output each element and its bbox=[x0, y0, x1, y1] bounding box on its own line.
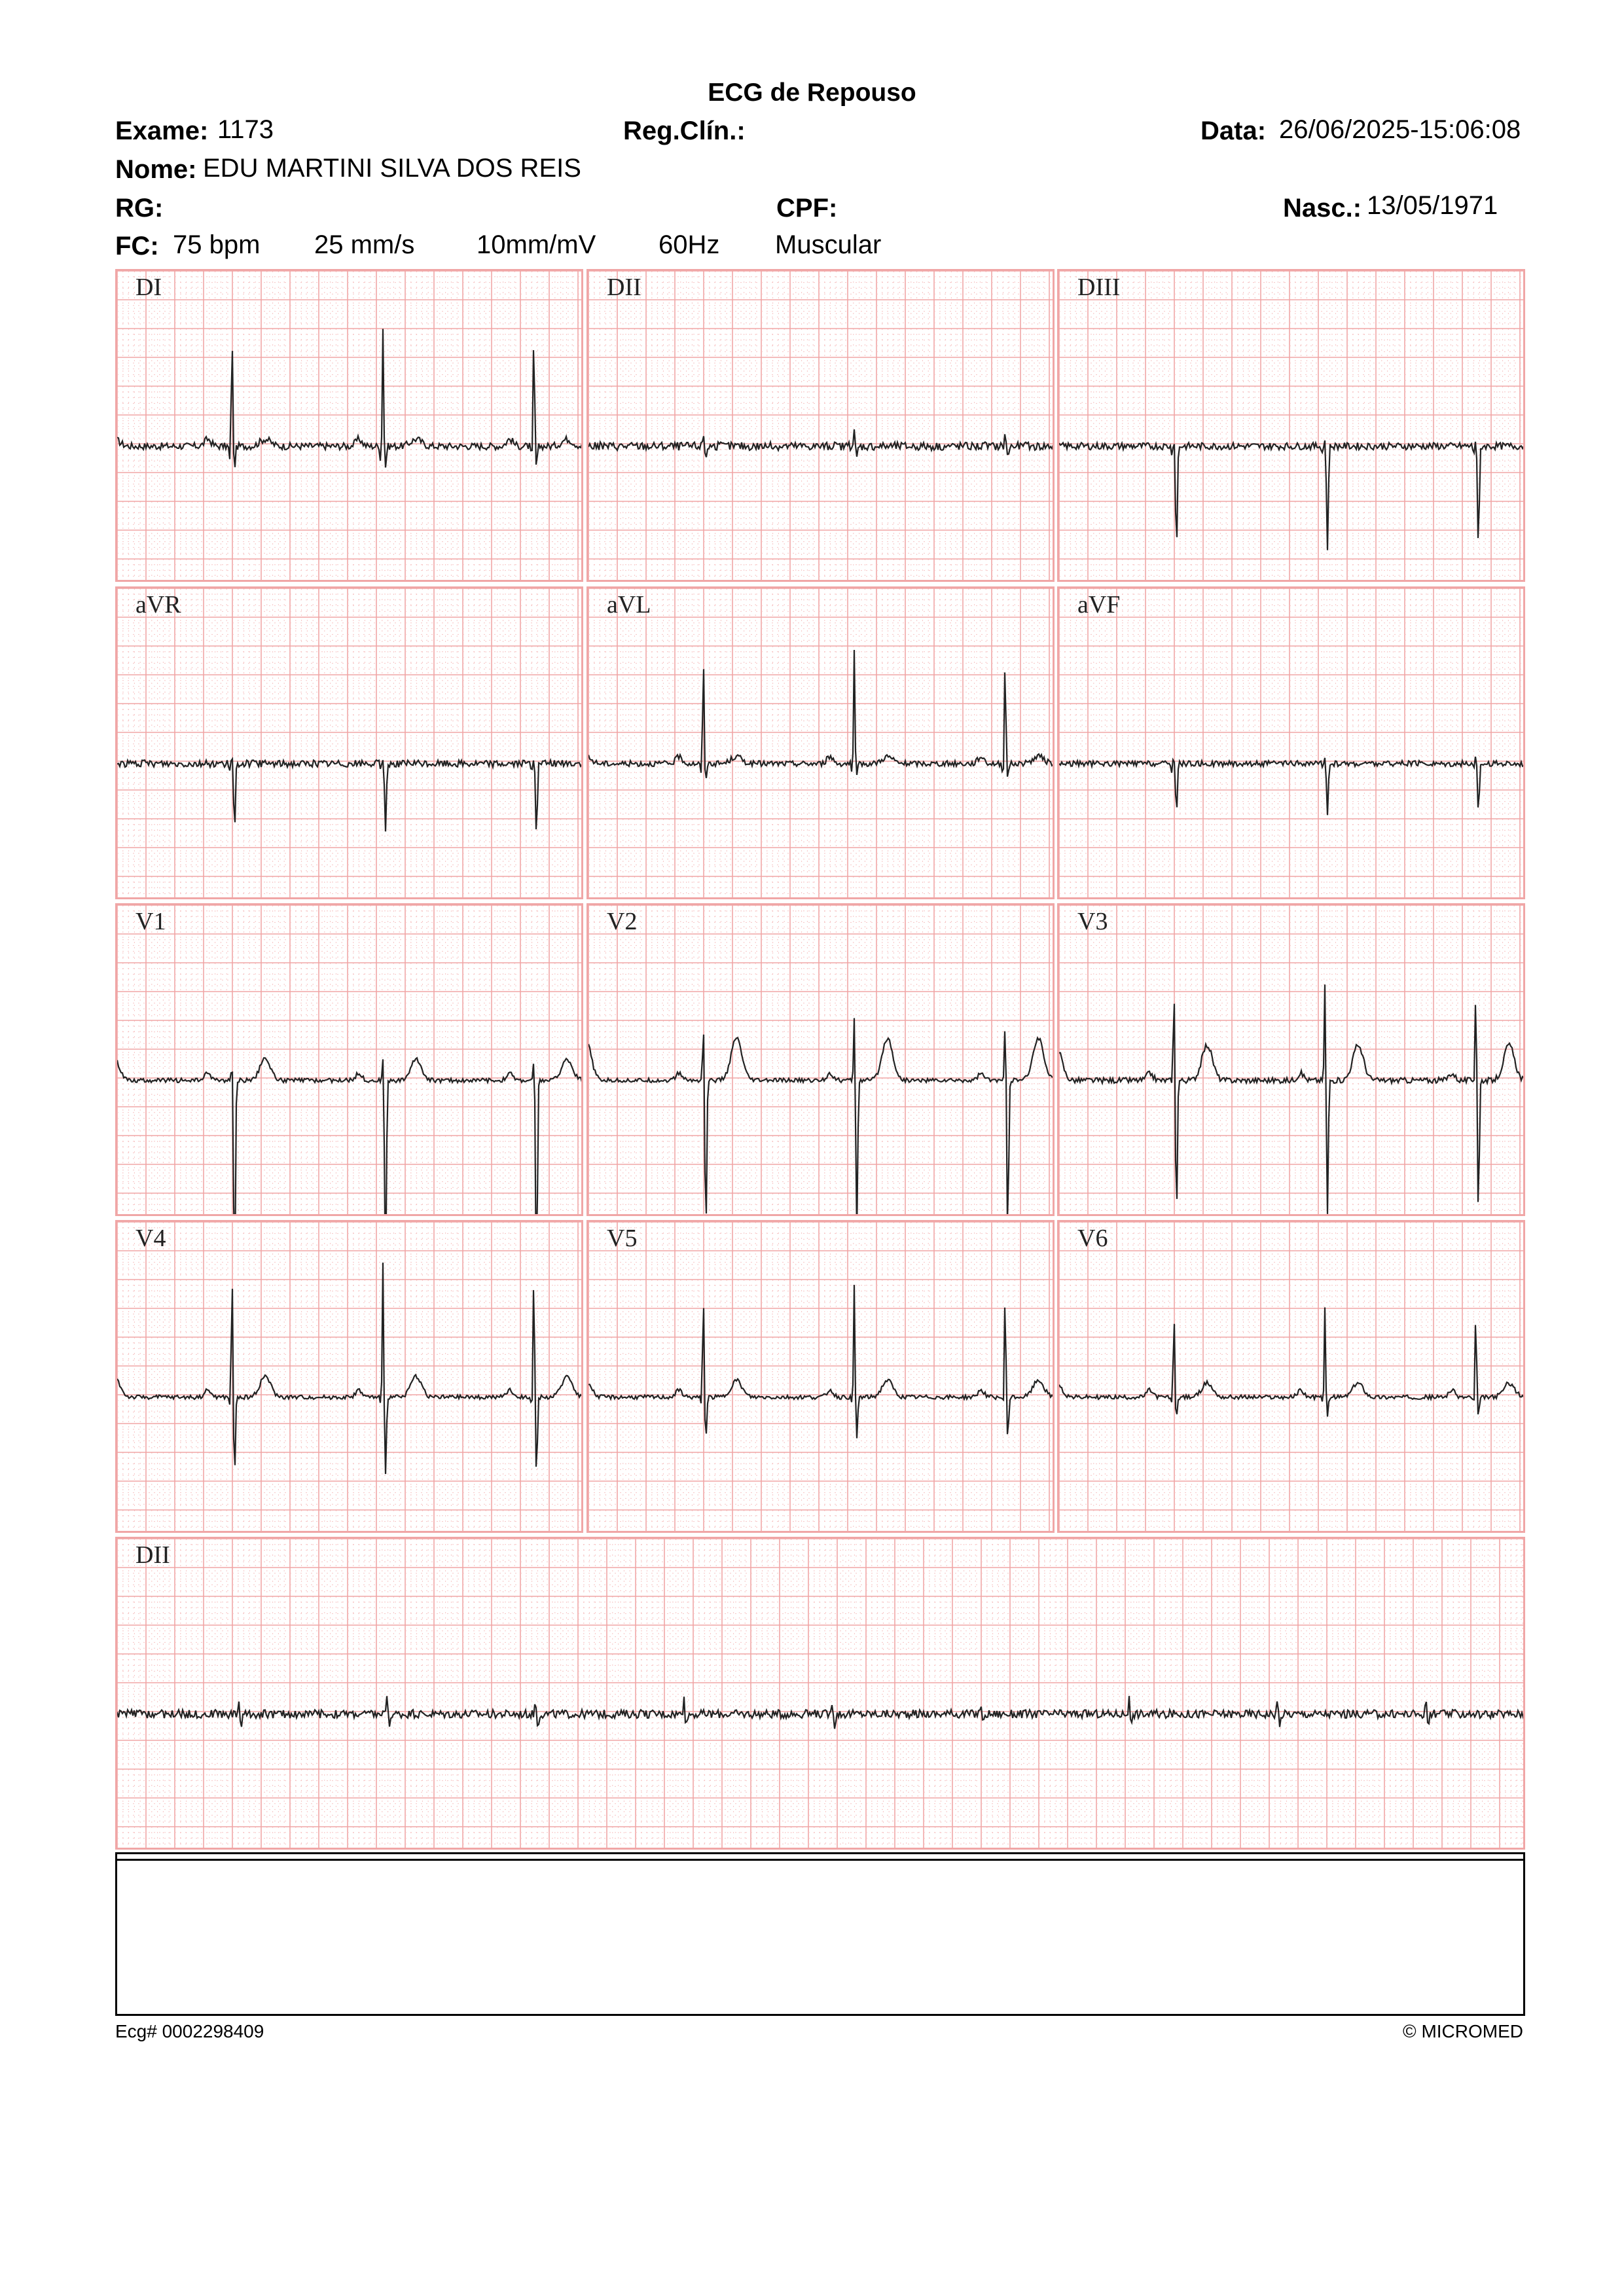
ecg-lead-panel-di bbox=[115, 269, 583, 582]
date-value: 26/06/2025-15:06:08 bbox=[1279, 115, 1521, 144]
lead-name: DII bbox=[607, 274, 641, 301]
exam-label: Exame: bbox=[115, 117, 209, 145]
lead-name: DI bbox=[135, 274, 162, 301]
copyright: © MICROMED bbox=[1403, 2021, 1523, 2041]
ecg-grid bbox=[1059, 905, 1525, 1216]
date-label: Data: bbox=[1200, 117, 1267, 145]
ecg-lead-panel-v5 bbox=[586, 1220, 1055, 1533]
ecg-lead-panel-avr bbox=[115, 586, 583, 899]
regclin-label: Reg.Clín.: bbox=[623, 117, 746, 145]
ecg-lead-panel-avf bbox=[1057, 586, 1525, 899]
ecg-grid bbox=[1059, 588, 1525, 899]
name-label: Nome: bbox=[115, 155, 197, 184]
ecg-grid bbox=[588, 588, 1055, 899]
ecg-lead-panel-v4 bbox=[115, 1220, 583, 1533]
filter-type: Muscular bbox=[775, 230, 882, 259]
lead-name: aVR bbox=[135, 591, 181, 619]
name-value: EDU MARTINI SILVA DOS REIS bbox=[203, 154, 581, 183]
ecg-trace bbox=[117, 1696, 1525, 1729]
ecg-trace bbox=[1059, 440, 1525, 550]
filter-frequency: 60Hz bbox=[659, 230, 720, 259]
lead-name: aVL bbox=[607, 591, 651, 619]
lead-name: V5 bbox=[607, 1225, 638, 1252]
ecg-id: Ecg# 0002298409 bbox=[115, 2021, 264, 2041]
notes-box bbox=[115, 1852, 1525, 2016]
ecg-grid bbox=[117, 1222, 583, 1533]
report-title: ECG de Repouso bbox=[708, 79, 916, 107]
ecg-trace bbox=[117, 1058, 583, 1216]
cpf-label: CPF: bbox=[776, 194, 838, 223]
ecg-lead-panel-v6 bbox=[1057, 1220, 1525, 1533]
notes-divider bbox=[115, 1859, 1525, 1861]
ecg-lead-panel-diii bbox=[1057, 269, 1525, 582]
ecg-grid bbox=[1059, 1222, 1525, 1533]
exam-value: 1173 bbox=[217, 115, 274, 144]
lead-name: aVF bbox=[1077, 591, 1121, 619]
ecg-trace bbox=[1059, 1308, 1525, 1417]
heart-rate-label: FC: bbox=[115, 232, 159, 260]
heart-rate-value: 75 bpm bbox=[173, 230, 261, 259]
ecg-lead-panel-v3 bbox=[1057, 903, 1525, 1216]
ecg-grid bbox=[117, 271, 583, 582]
rg-label: RG: bbox=[115, 194, 164, 223]
ecg-trace bbox=[117, 329, 583, 468]
ecg-grid bbox=[588, 905, 1055, 1216]
ecg-trace bbox=[588, 1018, 1055, 1217]
ecg-grid bbox=[117, 905, 583, 1216]
birthdate-label: Nasc.: bbox=[1283, 194, 1362, 223]
ecg-grid bbox=[117, 1539, 1525, 1850]
ecg-trace bbox=[588, 650, 1055, 778]
lead-name: V1 bbox=[135, 908, 166, 935]
ecg-lead-panel-dii bbox=[586, 269, 1055, 582]
ecg-lead-panel-v1 bbox=[115, 903, 583, 1216]
ecg-trace bbox=[1059, 984, 1525, 1214]
lead-name: V3 bbox=[1077, 908, 1108, 935]
ecg-grid bbox=[117, 588, 583, 899]
ecg-trace bbox=[1059, 757, 1525, 815]
lead-name: V2 bbox=[607, 908, 638, 935]
lead-name: DIII bbox=[1077, 274, 1121, 301]
paper-speed: 25 mm/s bbox=[314, 230, 415, 259]
birthdate-value: 13/05/1971 bbox=[1367, 191, 1498, 220]
ecg-grid bbox=[1059, 271, 1525, 582]
ecg-trace bbox=[117, 1263, 583, 1474]
ecg-grid bbox=[588, 271, 1055, 582]
gain-setting: 10mm/mV bbox=[477, 230, 596, 259]
ecg-lead-panel-dii bbox=[115, 1537, 1525, 1850]
lead-name: V4 bbox=[135, 1225, 166, 1252]
ecg-lead-panel-avl bbox=[586, 586, 1055, 899]
ecg-lead-panel-v2 bbox=[586, 903, 1055, 1216]
ecg-grid bbox=[588, 1222, 1055, 1533]
lead-name: DII bbox=[135, 1541, 170, 1569]
lead-name: V6 bbox=[1077, 1225, 1108, 1252]
ecg-trace bbox=[117, 759, 583, 832]
